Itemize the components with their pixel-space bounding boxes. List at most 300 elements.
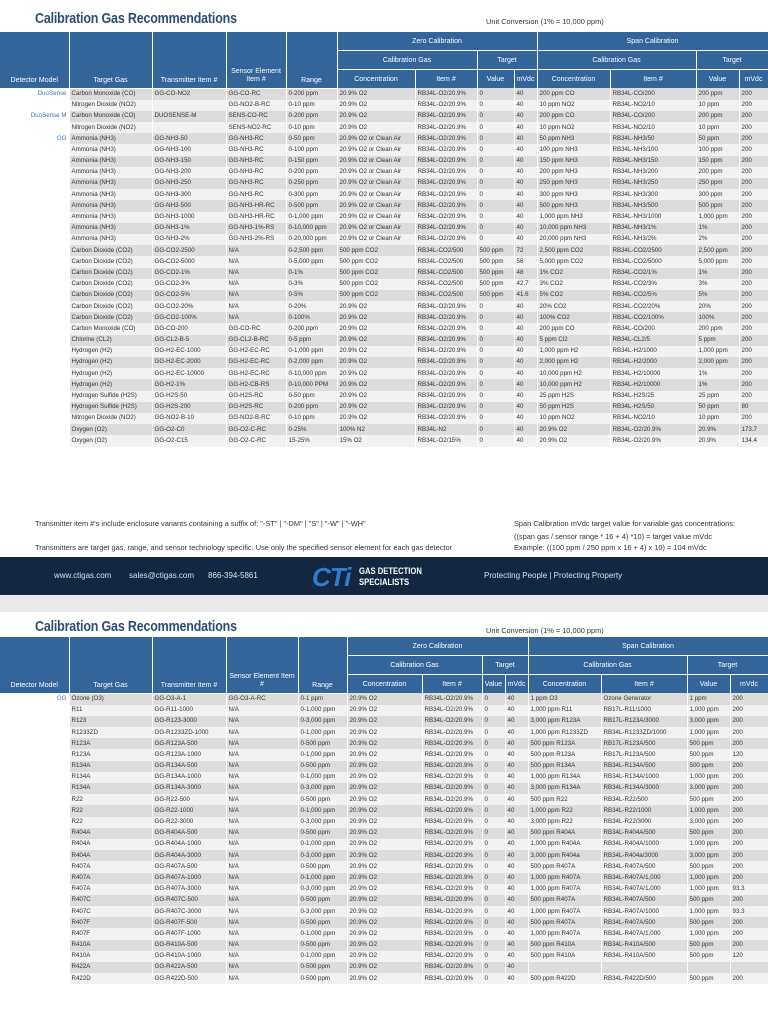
table-cell [0, 850, 69, 861]
table-cell: RB34L-R22/3000 [601, 817, 687, 828]
table-cell: RB34L-R1233ZD/1000 [601, 727, 687, 738]
table-cell: 20% [696, 301, 739, 312]
table-row [0, 962, 768, 973]
table-cell: GG-O2-C15 [152, 435, 226, 446]
table-cell [0, 368, 69, 379]
table-cell: RB34L-O2/20.9% [422, 884, 482, 895]
table-cell: 0 [482, 705, 505, 716]
table-row [0, 884, 768, 895]
table-cell: 500 ppm [687, 951, 730, 962]
table-cell: RB34L-O2/20.9% [422, 738, 482, 749]
table-cell: 40 [505, 906, 528, 917]
table-cell: 500 ppm [696, 200, 739, 211]
table-cell: 0-10 ppm [286, 100, 337, 111]
table-cell: RB34L-H2/10000 [610, 379, 696, 390]
table-cell [0, 379, 69, 390]
table-cell: RB34L-O2/20.9% [415, 111, 477, 122]
table-cell: RB34L-O2/20.9% [422, 716, 482, 727]
table-cell: 56 [514, 256, 537, 267]
table-row [0, 727, 768, 738]
table-cell: 1,000 ppm [687, 839, 730, 850]
table-cell: 0-5 ppm [286, 335, 337, 346]
table-cell: Ammonia (NH3) [69, 189, 152, 200]
table-cell: Carbon Monoxide (CO) [69, 323, 152, 334]
table-cell [0, 212, 69, 223]
table-cell: 40 [505, 805, 528, 816]
table-cell: Ammonia (NH3) [69, 223, 152, 234]
table-cell [0, 772, 69, 783]
table-cell: 40 [505, 928, 528, 939]
table-cell: 20.9% O2 [337, 346, 415, 357]
group-zero-calibration: Zero Calibration [347, 637, 528, 656]
table-cell: 1,000 ppm [696, 346, 739, 357]
table-cell: 200 [739, 133, 768, 144]
table-cell: Ammonia (NH3) [69, 156, 152, 167]
table-cell: 200 [739, 279, 768, 290]
table-cell [0, 234, 69, 245]
table-cell: 1,000 ppm [687, 928, 730, 939]
table-cell: 500 ppm [687, 973, 730, 984]
table-cell: 20.9% O2 [347, 817, 422, 828]
table-cell: Ammonia (NH3) [69, 200, 152, 211]
table-cell: 40 [505, 738, 528, 749]
table-cell: 1,000 ppm R407A [528, 928, 601, 939]
table-cell: GG-NH3-50 [152, 133, 226, 144]
website-link[interactable]: www.ctigas.com [54, 571, 112, 580]
table-cell: 200 [730, 861, 768, 872]
table-cell: RB34L-O2/20.9% [415, 379, 477, 390]
table-cell: 1,000 ppm [687, 805, 730, 816]
table-cell: 1,000 ppm [687, 727, 730, 738]
table-cell: R404A [69, 828, 152, 839]
table-cell: GG-CO2-3% [152, 279, 226, 290]
table-row [0, 895, 768, 906]
col-span-mvdc: mVdc [730, 675, 768, 694]
unit-conversion-note: Unit Conversion (1% = 10,000 ppm) [486, 626, 604, 635]
table-cell: 5 ppm [696, 335, 739, 346]
table-cell: RB34L-O2/20.9% [415, 335, 477, 346]
table-row [0, 335, 768, 346]
table-cell: RB34L-O2/20.9% [415, 402, 477, 413]
table-row [0, 312, 768, 323]
table-cell: 0-3% [286, 279, 337, 290]
table-cell: Hydrogen Sulfide (H2S) [69, 391, 152, 402]
table-cell: 20.9% O2 [347, 805, 422, 816]
table-cell: GG-H2-EC-RC [226, 357, 286, 368]
logo-line-2: SPECIALISTS [359, 577, 410, 587]
col-sensor-element: Sensor Element Item # [226, 637, 298, 693]
table-cell: 3% [696, 279, 739, 290]
table-cell: GG-NH3-1%-RS [226, 223, 286, 234]
table-cell: 500 ppm CO2 [337, 279, 415, 290]
table-cell: GG-NH3-RC [226, 189, 286, 200]
table-cell: RB34L-O2/20.9% [422, 928, 482, 939]
table-cell: 0-1,000 ppm [286, 212, 337, 223]
table-cell: 20.9% [696, 435, 739, 446]
table-row [0, 805, 768, 816]
table-cell: 40 [505, 962, 528, 973]
table-cell: GG-O3-A-RC [226, 693, 298, 705]
table-cell: GG-R407F-500 [152, 917, 226, 928]
table-cell: 0-10 ppm [286, 413, 337, 424]
table-row [0, 88, 768, 100]
table-cell: GG-CO2-100% [152, 312, 226, 323]
table-cell: N/A [226, 940, 298, 951]
table-cell: RB34L-O2/20.9% [415, 189, 477, 200]
table-cell: 0 [482, 906, 505, 917]
table-cell: 40 [514, 88, 537, 100]
table-cell: 250 ppm [696, 178, 739, 189]
table-cell: N/A [226, 301, 286, 312]
table-row [0, 301, 768, 312]
table-cell [152, 122, 226, 133]
table-cell: 500 ppm [477, 290, 514, 301]
table-row [0, 873, 768, 884]
table-cell: 3,000 ppm [687, 817, 730, 828]
table-cell: 10 ppm NO2 [537, 122, 610, 133]
table-cell: GG-H2-EC-10000 [152, 368, 226, 379]
table-cell: RB34L-O2/20.9% [422, 817, 482, 828]
table-cell: 0 [482, 716, 505, 727]
table-cell: 0-500 ppm [298, 940, 347, 951]
group-span-calibration: Span Calibration [537, 32, 768, 51]
table-cell: 500 ppm [687, 861, 730, 872]
table-cell: GG-H2-EC-RC [226, 346, 286, 357]
table-cell: RB34L-O2/20.9% [422, 873, 482, 884]
table-row [0, 749, 768, 760]
table-cell: 40 [505, 850, 528, 861]
table-cell: 200 [730, 794, 768, 805]
table-cell: 200 [739, 88, 768, 100]
table-cell: 40 [514, 178, 537, 189]
table-cell: RB34L-CO2/500 [415, 279, 477, 290]
table-cell: 200 [730, 817, 768, 828]
table-cell: Nitrogen Dioxide (NO2) [69, 122, 152, 133]
table-cell: GG-R422D-500 [152, 973, 226, 984]
table-cell: N/A [226, 761, 298, 772]
table-cell: 500 ppm [687, 761, 730, 772]
table-cell: RB34L-CO2/100% [610, 312, 696, 323]
table-cell [0, 951, 69, 962]
table-cell: 0-500 ppm [298, 761, 347, 772]
table-cell: N/A [226, 828, 298, 839]
table-cell: R123 [69, 716, 152, 727]
table-cell: 0-200 ppm [286, 88, 337, 100]
table-cell: 500 ppm CO2 [337, 256, 415, 267]
table-cell: 0 [477, 402, 514, 413]
table-cell: 200 [730, 973, 768, 984]
col-span-value: Value [696, 70, 739, 89]
table-cell: RB34L-R22/1000 [601, 805, 687, 816]
table-cell [0, 189, 69, 200]
table-cell: GG-R422A-500 [152, 962, 226, 973]
table-cell: 20.9% O2 [347, 705, 422, 716]
table-cell: RB34L-R410A/500 [601, 940, 687, 951]
table-cell: 150 ppm [696, 156, 739, 167]
table-cell: GG-R123A-1000 [152, 749, 226, 760]
table-cell: 0 [477, 178, 514, 189]
col-span-mvdc: mVdc [739, 70, 768, 89]
table-cell: 40 [505, 917, 528, 928]
table-cell: N/A [226, 962, 298, 973]
table-cell: 0 [482, 794, 505, 805]
table-cell: RB34L-CO2/500 [415, 245, 477, 256]
table-cell: RB34L-R410A/500 [601, 951, 687, 962]
table-cell: 20.9% O2 [347, 928, 422, 939]
col-transmitter-item: Transmitter Item # [152, 637, 226, 693]
table-cell: GG-H2S-RC [226, 391, 286, 402]
table-cell: N/A [226, 917, 298, 928]
table-cell: 200 ppm [696, 88, 739, 100]
table-cell: 200 [730, 716, 768, 727]
table-cell: 20.9% O2 or Clean Air [337, 189, 415, 200]
table-row [0, 940, 768, 951]
table-cell: RB34L-O2/20.9% [422, 761, 482, 772]
table-row [0, 234, 768, 245]
table-cell [0, 716, 69, 727]
table-cell: 500 ppm R123A [528, 749, 601, 760]
table-cell [0, 301, 69, 312]
table-cell: RB34L-R134A/3000 [601, 783, 687, 794]
table-cell: Ammonia (NH3) [69, 133, 152, 144]
table-cell: GG-R407A-1000 [152, 873, 226, 884]
table-cell: GG-R407A-500 [152, 861, 226, 872]
table-cell: 0 [482, 940, 505, 951]
table-cell: 0-3,000 ppm [298, 850, 347, 861]
table-cell [0, 357, 69, 368]
table-cell: R1233ZD [69, 727, 152, 738]
table-cell: 0-2,000 ppm [286, 357, 337, 368]
table-cell: R407A [69, 861, 152, 872]
table-cell: 0 [482, 873, 505, 884]
table-cell: GG-R407C-500 [152, 895, 226, 906]
table-cell: 200 ppm CO [537, 111, 610, 122]
table-cell: 0-200 ppm [286, 111, 337, 122]
table-cell: 40 [514, 312, 537, 323]
table-cell: GG-NO2-B-10 [152, 413, 226, 424]
table-row [0, 772, 768, 783]
table-cell: GG-NH3-RC [226, 156, 286, 167]
table-cell: GG-R410A-1000 [152, 951, 226, 962]
table-cell: 0-5,000 ppm [286, 256, 337, 267]
table-row [0, 189, 768, 200]
table-cell: R410A [69, 951, 152, 962]
table-cell [601, 962, 687, 973]
table-cell: 50 ppm [696, 402, 739, 413]
table-cell: 0 [477, 312, 514, 323]
table-cell: RB34L-H2/1000 [610, 346, 696, 357]
table-cell: 500 ppm CO2 [337, 268, 415, 279]
table-cell: 0-1,000 ppm [298, 749, 347, 760]
table-cell: Carbon Dioxide (CO2) [69, 245, 152, 256]
col-span-concentration: Concentration [537, 70, 610, 89]
table-cell: SENS-CO-RC [226, 111, 286, 122]
table-cell: RB34L-O2/20.9% [415, 144, 477, 155]
table-cell: 0-1,000 ppm [298, 805, 347, 816]
col-span-concentration: Concentration [528, 675, 601, 694]
table-cell: RB34L-O2/20.9% [422, 772, 482, 783]
table-cell: 200 [739, 245, 768, 256]
table-cell: N/A [226, 805, 298, 816]
table-row [0, 693, 768, 705]
table-cell: 0 [482, 973, 505, 984]
table-row [0, 379, 768, 390]
table-cell: 200 [739, 335, 768, 346]
table-cell [0, 256, 69, 267]
table-row [0, 268, 768, 279]
table-cell: R404A [69, 850, 152, 861]
table-cell [152, 100, 226, 111]
table-cell: 1,000 ppm NH3 [537, 212, 610, 223]
table-cell: 20.9% O2 [347, 917, 422, 928]
table-cell: GG-O3-A-1 [152, 693, 226, 705]
table-cell: GG-CL2-B-RC [226, 335, 286, 346]
table-cell: RB34L-O2/20.9% [422, 861, 482, 872]
table-cell: Hydrogen (H2) [69, 379, 152, 390]
table-cell: 0-1,000 ppm [298, 951, 347, 962]
email-link[interactable]: sales@ctigas.com [129, 571, 195, 580]
table-cell: 20.9% O2 or Clean Air [337, 144, 415, 155]
table-cell: Carbon Dioxide (CO2) [69, 268, 152, 279]
table-cell: 200 [739, 290, 768, 301]
table-cell: RB34L-O2/20.9% [422, 850, 482, 861]
span-calibration-gas: Calibration Gas [537, 51, 696, 70]
table-cell: RB34L-O2/20.9% [422, 895, 482, 906]
table-cell: 500 ppm R134A [528, 761, 601, 772]
table-cell: GG-R404A-1000 [152, 839, 226, 850]
table-cell: 0-10,000 PPM [286, 379, 337, 390]
table-cell: GG-CO2-5% [152, 290, 226, 301]
table-cell: 40 [505, 749, 528, 760]
table-cell: Ozone (O3) [69, 693, 152, 705]
table-cell: GG-NH3-HR-RC [226, 200, 286, 211]
table-cell: Carbon Dioxide (CO2) [69, 279, 152, 290]
table-cell: GG-H2S-50 [152, 391, 226, 402]
table-cell: GG-CO2-5000 [152, 256, 226, 267]
table-cell [0, 413, 69, 424]
col-zero-mvdc: mVdc [514, 70, 537, 89]
table-cell: 1 ppm [687, 693, 730, 705]
table-cell [0, 973, 69, 984]
table-cell: 200 [730, 873, 768, 884]
footer-bar [0, 557, 768, 595]
table-cell: 0-50 ppm [286, 133, 337, 144]
table-cell: 0 [482, 895, 505, 906]
table-cell: 200 ppm CO [537, 88, 610, 100]
table-cell: RB34L-O2/20.9% [415, 323, 477, 334]
table-row [0, 951, 768, 962]
table-cell: 1% [696, 223, 739, 234]
table-row [0, 245, 768, 256]
table-cell: RB34L-O2/20.9% [422, 906, 482, 917]
table-cell: 0-100% [286, 312, 337, 323]
table-cell: 200 [730, 940, 768, 951]
calibration-table-1 [0, 32, 768, 447]
col-zero-concentration: Concentration [347, 675, 422, 694]
table-row [0, 413, 768, 424]
table-cell: 0 [482, 772, 505, 783]
table-cell: 0-200 ppm [286, 323, 337, 334]
table-cell: 0 [477, 424, 514, 435]
table-cell: RB34L-R134A/500 [601, 761, 687, 772]
col-range: Range [298, 637, 347, 693]
table-cell [0, 738, 69, 749]
table-row [0, 223, 768, 234]
table-cell: 200 [730, 805, 768, 816]
table-cell: 40 [505, 693, 528, 705]
table-cell: RB34L-R407A/500 [601, 861, 687, 872]
table-cell [0, 167, 69, 178]
table-cell: R123A [69, 738, 152, 749]
table-cell: 0 [482, 805, 505, 816]
table-cell: 40 [514, 301, 537, 312]
table-cell: 0 [482, 828, 505, 839]
table-cell: 200 [730, 928, 768, 939]
table-cell: 200 ppm [696, 111, 739, 122]
table-cell: RB34L-R407A/1000 [601, 906, 687, 917]
table-cell: 0 [477, 200, 514, 211]
table-cell: GG-NH3-150 [152, 156, 226, 167]
table-cell: 200 [730, 839, 768, 850]
table-cell: 200 [730, 917, 768, 928]
table-cell: 40 [505, 727, 528, 738]
table-cell: 0-500 ppm [298, 973, 347, 984]
table-cell: R422A [69, 962, 152, 973]
table-cell: R22 [69, 817, 152, 828]
table-row [0, 906, 768, 917]
table-cell: Ammonia (NH3) [69, 212, 152, 223]
table-cell: RB34L-O2/20.9% [415, 312, 477, 323]
table-cell: 200 [730, 761, 768, 772]
table-cell: GG-H2-EC-1000 [152, 346, 226, 357]
table-cell: GG-NH3-1000 [152, 212, 226, 223]
page-title: Calibration Gas Recommendations [35, 11, 237, 27]
table-cell [0, 705, 69, 716]
table-cell: 20.9% O2 [337, 391, 415, 402]
table-cell: RB34L-R407A/500 [601, 917, 687, 928]
table-row [0, 861, 768, 872]
table-cell: GG-R22-1000 [152, 805, 226, 816]
table-row [0, 828, 768, 839]
table-cell: 40 [514, 391, 537, 402]
table-cell: 20.9% O2 or Clean Air [337, 200, 415, 211]
table-cell: RB34L-NH3/1% [610, 223, 696, 234]
table-cell: 20.9% O2 [347, 693, 422, 705]
table-row [0, 435, 768, 446]
table-cell: 0 [477, 435, 514, 446]
table-cell: 1,000 ppm R11 [528, 705, 601, 716]
table-cell: RB34L-O2/20.9% [422, 805, 482, 816]
table-cell: 200 [739, 413, 768, 424]
table-cell [0, 268, 69, 279]
table-cell: 0-2,500 ppm [286, 245, 337, 256]
table-cell: 500 ppm [687, 917, 730, 928]
table-cell: GG-CO2-2500 [152, 245, 226, 256]
col-range: Range [286, 32, 337, 88]
table-cell: 100 ppm [696, 144, 739, 155]
table-cell: 0-500 ppm [298, 828, 347, 839]
table-cell: RB34L-NO2/10 [610, 100, 696, 111]
table-cell: N/A [226, 884, 298, 895]
table-cell: 500 ppm [687, 794, 730, 805]
table-cell: RB34L-O2/20.9% [415, 122, 477, 133]
table-cell: 500 ppm [687, 738, 730, 749]
table-cell: RB34L-O2/20.9% [415, 223, 477, 234]
table-cell: 0 [477, 368, 514, 379]
table-cell: 1,000 ppm [696, 212, 739, 223]
table-cell [0, 940, 69, 951]
table-cell: RB34L-CO2/500 [415, 256, 477, 267]
